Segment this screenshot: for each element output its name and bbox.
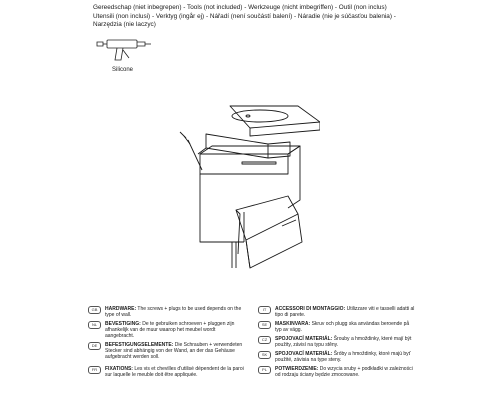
- tools-header-line: Utensili (non inclusi) - Verktyg (ingår ej) - Nářadí (není součástí balení) - Náradie (nie je súčasťou balenia) -: [93, 12, 396, 20]
- instruction-heading: SPOJOVACÍ MATERIÁL:: [275, 336, 333, 342]
- language-badge: SK: [258, 351, 271, 359]
- language-badge: PL: [258, 366, 271, 374]
- instruction-text: Šrouby a hmoždinky, které mají být použity, závisí na typu stěny.: [275, 336, 412, 348]
- instruction-text: Utilizzare viti e tasselli adatti al tipo di parete.: [275, 306, 415, 318]
- language-badge: DE: [88, 342, 101, 350]
- instruction-heading: MASKINVARA:: [275, 321, 311, 327]
- instruction-text: De te gebruiken schroeven + pluggen zijn afhankelijk van de muur waarop het meubel wordt aangebracht.: [105, 321, 235, 339]
- instruction-text: The screws + plugs to be used depends on the type of wall.: [105, 306, 242, 318]
- language-badge: NL: [88, 321, 101, 329]
- tools-header-line: Narzędzia (nie laczyc): [93, 21, 156, 29]
- language-badge: IT: [258, 306, 271, 314]
- tools-header-line: Gereedschap (niet inbegrepen) - Tools (not included) - Werkzeuge (nicht imbegriffen) - Outil (non inclus): [93, 4, 387, 11]
- tools-header: [93, 4, 423, 30]
- instruction-heading: BEFESTIGUNGSELEMENTE:: [105, 342, 174, 348]
- silicone-label: Silicone: [112, 67, 134, 73]
- instruction-text: Die Schrauben + verwendeten Stecker sind abhängig von der Wand, an der das Gehäuse aufgebracht werden soll.: [105, 342, 243, 360]
- instruction-heading: POTWIERDZENIE:: [275, 366, 319, 372]
- language-badge: FR: [88, 366, 101, 374]
- language-badge: CZ: [258, 336, 271, 344]
- instruction-text: Šróby a hmoždinky, ktoré majú byť použité, závisia na type steny.: [275, 351, 411, 363]
- language-badge: SE: [258, 321, 271, 329]
- instruction-heading: BEVESTIGING:: [105, 321, 141, 327]
- instruction-heading: ACCESSORI DI MONTAGGIO:: [275, 306, 346, 312]
- vanity-cabinet-assembly-illustration: [150, 92, 320, 297]
- instruction-text: Les vis et chevilles d'utilisé dépendent de la paroi sur laquelle le meuble doit être appliquée.: [105, 366, 244, 378]
- instruction-heading: FIXATIONS:: [105, 366, 133, 372]
- language-badge: GB: [88, 306, 101, 314]
- instruction-text: Do wzycia sruby + podkładki w zależności od rodzaju ściany będzie zmocowane.: [275, 366, 413, 378]
- instruction-heading: HARDWARE:: [105, 306, 137, 312]
- instructions-section: [88, 306, 418, 398]
- instruction-heading: SPOJOVACÍ MATERIÁL:: [275, 351, 333, 357]
- instruction-text: Skruv och plugg ska användas beroende på typ av vägg.: [275, 321, 410, 333]
